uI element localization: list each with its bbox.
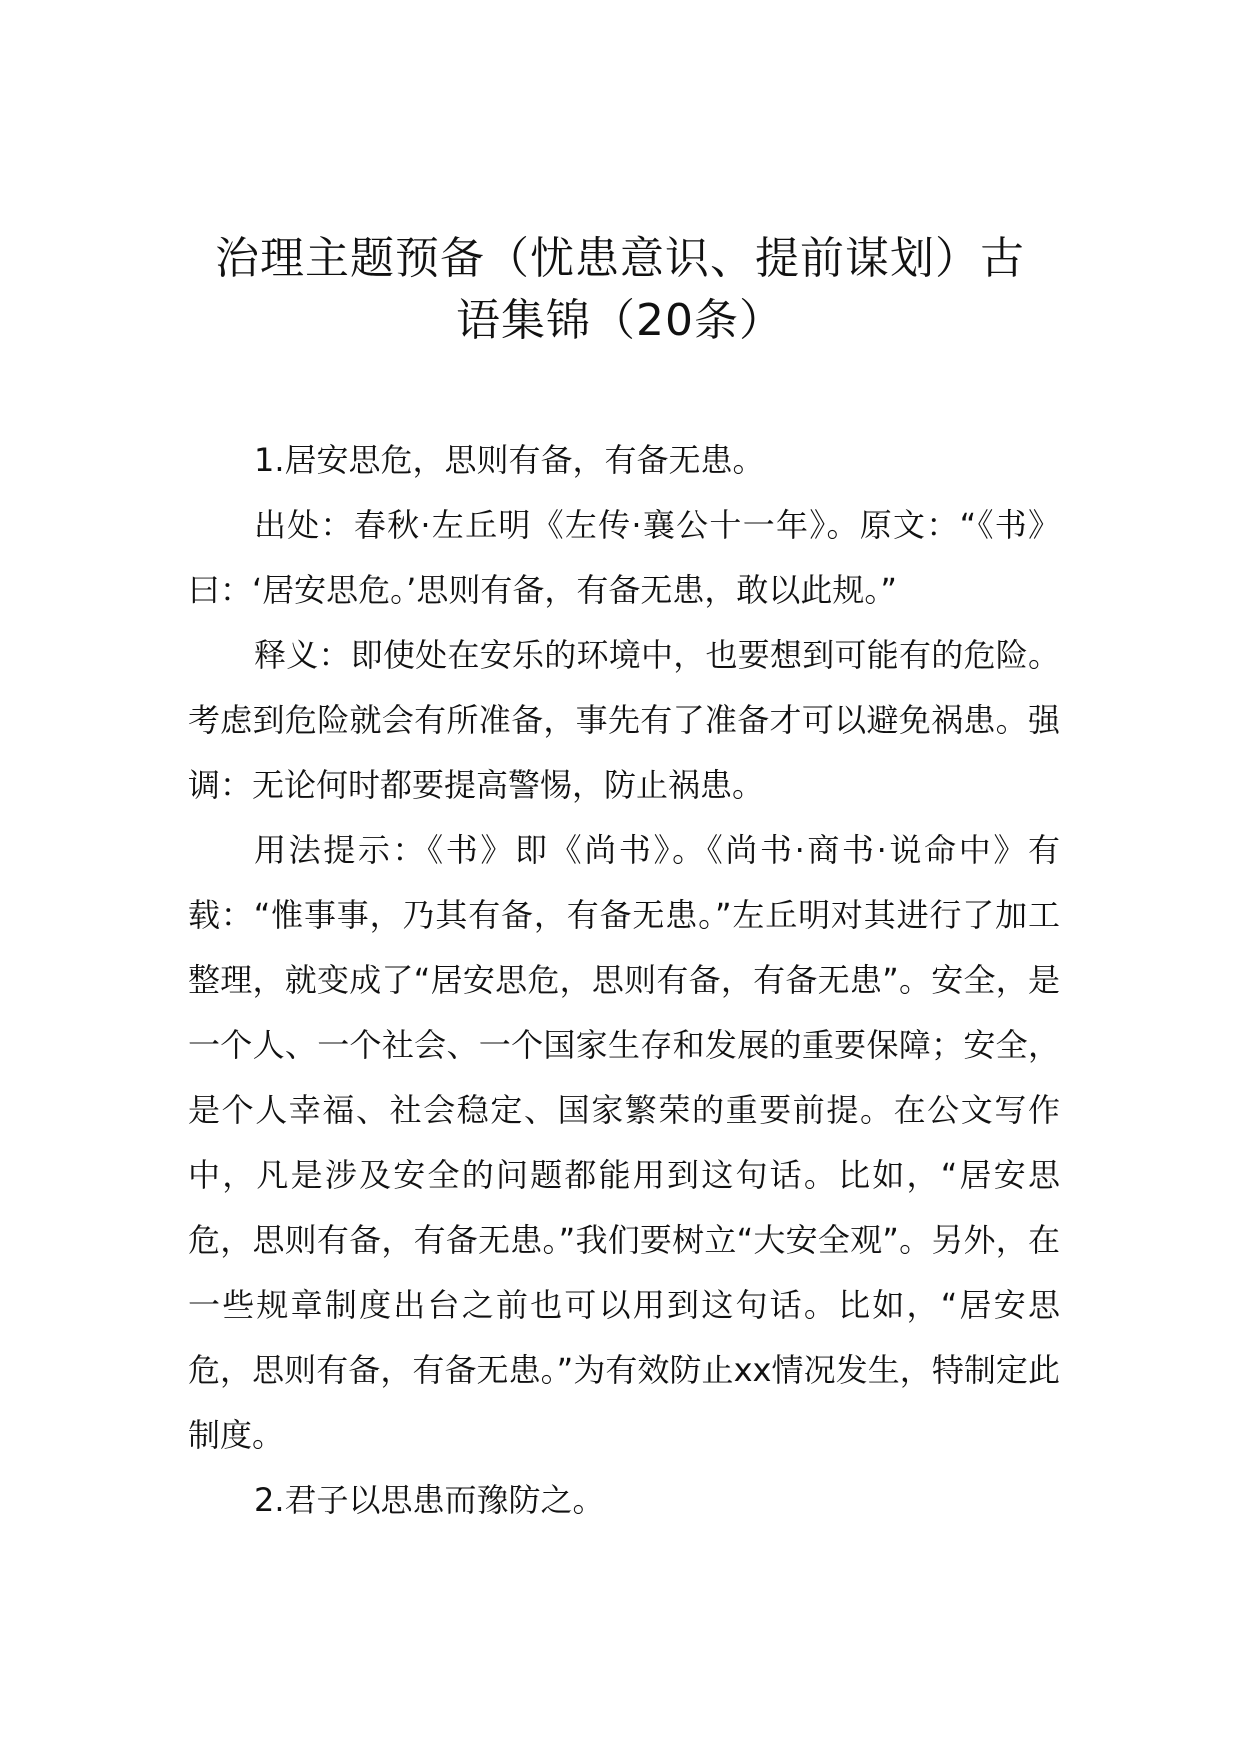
meaning-paragraph: 释义：即使处在安乐的环境中，也要想到可能有的危险。考虑到危险就会有所准备，事先有了准备才可以避免祸患。强调：无论何时都要提高警惕，防止祸患。 [188, 636, 1060, 804]
title-line-1: 治理主题预备（忧患意识、提前谋划）古 [215, 233, 1025, 284]
quote-heading-2: 2.君子以思患而豫防之。 [254, 1481, 605, 1519]
usage-tip-paragraph: 用法提示：《书》即《尚书》。《尚书·商书·说命中》有载：“惟事事，乃其有备，有备无患。”左丘明对其进行了加工整理，就变成了“居安思危，思则有备，有备无患”。安全，是一个人、一个社会、一个国家生存和发展的重要保障；安全，是个人幸福、社会稳定、国家繁荣的重要前提。在公文写作中，凡是涉及安全的问题都能用到这句话。比如，“居安思危，思则有备，有备无患。”我们要树立“大安全观”。另外，在一些规章制度出台之前也可以用到这句话。比如，“居安思危，思则有备，有备无患。”为有效防止xx情况发生，特制定此制度。 [188, 831, 1060, 1454]
document-body [188, 428, 1060, 1533]
title-line-2: 语集锦（20条） [456, 295, 784, 346]
source-paragraph: 出处：春秋·左丘明《左传·襄公十一年》。原文：“《书》曰：‘居安思危。’思则有备，有备无患，敢以此规。” [188, 506, 1060, 609]
quote-heading-1: 1.居安思危，思则有备，有备无患。 [254, 441, 765, 479]
document-title [150, 228, 1090, 352]
